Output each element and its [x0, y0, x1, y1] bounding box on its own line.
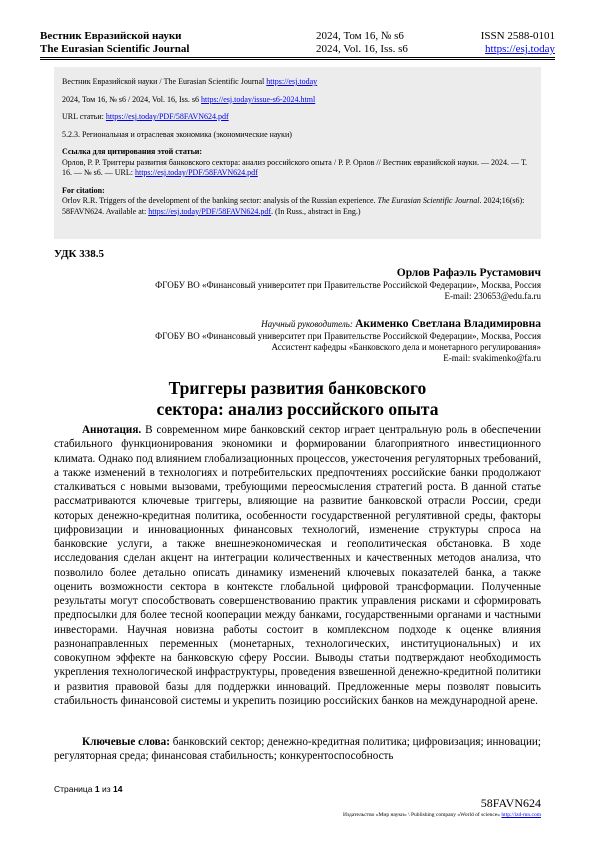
keywords — [54, 735, 541, 764]
author-block — [155, 266, 541, 302]
article-code: 58FAVN624 — [480, 796, 541, 810]
abstract — [54, 423, 541, 708]
supervisor-name: Акименко Светлана Владимировна — [355, 318, 541, 330]
info-line-specialty: 5.2.3. Региональная и отраслевая экономика (экономические науки) — [62, 129, 292, 139]
header-rule — [40, 57, 555, 58]
issue-en: 2024, Vol. 16, Iss. s6 — [316, 43, 408, 55]
journal-link[interactable]: https://esj.today — [266, 77, 318, 86]
info-line-journal: Вестник Евразийской науки / The Eurasian Scientific Journal https://esj.today — [62, 77, 318, 86]
journal-title-ru: Вестник Евразийской науки — [40, 30, 182, 42]
publisher-line: Издательство «Мир науки» \ Publishing company «World of science» http://izd-mn.com — [343, 812, 541, 818]
supervisor-line — [155, 317, 541, 331]
info-line-issue: 2024, Том 16, № s6 / 2024, Vol. 16, Iss. s6 https://esj.today/issue-s6-2024.html — [62, 94, 316, 104]
abstract-label: Аннотация. — [82, 424, 142, 436]
supervisor-block — [155, 317, 541, 364]
abstract-text: В современном мире банковский сектор играет центральную роль в обеспечении стабильного функционирования экономики и формировании благоприятного инвестиционного климата. Однако под влиянием глобализационных процессов, ужесточения регуляторных требований, а также изменений в технологиях и потребительских предпочтениях российские банки продолжают сталкиваться с новыми вызовами, требующими переосмысления стратегий роста. В данной статье рассматриваются ключевые триггеры, влияющие на развитие банковской отрасли России, среди которых денежно-кредитная политика, особенности государственной регулятивной среды, факторы цифровизации и инновационных финансовых технологий, изменение структуры спроса на банковские услуги, а также внешнеэкономическая и геополитическая обстановка. В ходе исследования сделан акцент на интеграции количественных и качественных методов анализа, что позволило более детально описать динамику изменений ключевых показателей банка, а также оценить возможности сектора в контексте глобальной цифровой трансформации. Полученные результаты могут способствовать совершенствованию практик управления рисками и сформировать предпосылки для более тесной кооперации между банками, государственными органами и частными инвесторами. Научная новизна работы состоит в комплексном подходе к оценке влияния разнонаправленных переменных (монетарных, технологических, институциональных) и их совокупном эффекте на банковскую сферу России. Выводы статьи подтверждают необходимость укрепления технологической инфраструктуры, проведения взвешенной денежно-кредитной политики и развития правовой базы для поддержки инноваций. Предложенные меры позволят повысить стабильность финансовой системы и укрепить позицию российских банков на международной арене. — [54, 424, 541, 707]
header-rule-2 — [40, 59, 555, 60]
keywords-text: банковский сектор; денежно-кредитная политика; цифровизация; инновации; регуляторная среда; финансовая стабильность; конкурентоспособность — [54, 736, 541, 763]
keywords-label: Ключевые слова: — [82, 736, 170, 748]
supervisor-role: Научный руководитель: — [261, 319, 356, 329]
citation-ru: Орлов, Р. Р. Триггеры развития банковского сектора: анализ российского опыта / Р. Р. Орлов // Вестник евразийской науки. — 2024. — Т. 16. — № s6. — URL: https://esj.today/PDF/58FAVN624.pdf — [62, 157, 528, 177]
journal-title-en: The Eurasian Scientific Journal — [40, 43, 190, 55]
info-line-url: URL статьи: https://esj.today/PDF/58FAVN624.pdf — [62, 112, 229, 121]
author-name: Орлов Рафаэль Рустамович — [396, 267, 541, 279]
citation-ru-heading: Ссылка для цитирования этой статьи: — [62, 147, 203, 156]
issue-ru: 2024, Том 16, № s6 — [316, 30, 404, 42]
citation-en: Orlov R.R. Triggers of the development of the banking sector: analysis of the Russian experience. The Eurasian Scientific Journal. 2024;16(s6): 58FAVN624. Available at: https://esj.today/PDF/58FAVN624.pdf. (In Russ., abstract in Eng.) — [62, 196, 525, 216]
publisher-link[interactable]: http://izd-mn.com — [501, 812, 541, 818]
author-affiliation: ФГОБУ ВО «Финансовый университет при Правительстве Российской Федерации», Москва, Россия — [155, 280, 541, 290]
citation-info-box — [54, 67, 541, 239]
citation-en-heading: For citation: — [62, 185, 105, 195]
journal-site-link[interactable]: https://esj.today — [485, 43, 555, 55]
udk-code: УДК 338.5 — [54, 248, 105, 260]
citation-en-link[interactable]: https://esj.today/PDF/58FAVN624.pdf — [148, 206, 272, 216]
issue-link[interactable]: https://esj.today/issue-s6-2024.html — [201, 94, 316, 104]
author-email: E-mail: 230653@edu.fa.ru — [444, 291, 541, 301]
article-title: Триггеры развития банковского сектора: анализ российского опыта — [156, 378, 439, 419]
citation-ru-link[interactable]: https://esj.today/PDF/58FAVN624.pdf — [134, 168, 258, 177]
article-url-link[interactable]: https://esj.today/PDF/58FAVN624.pdf — [105, 112, 229, 121]
supervisor-position: Ассистент кафедры «Банковского дела и монетарного регулирования» — [271, 342, 541, 352]
issn: ISSN 2588-0101 — [480, 30, 555, 42]
supervisor-affiliation: ФГОБУ ВО «Финансовый университет при Правительстве Российской Федерации», Москва, Россия — [155, 331, 541, 341]
page-counter: Страница 1 из 14 — [54, 784, 123, 794]
supervisor-email: E-mail: svakimenko@fa.ru — [443, 353, 541, 363]
